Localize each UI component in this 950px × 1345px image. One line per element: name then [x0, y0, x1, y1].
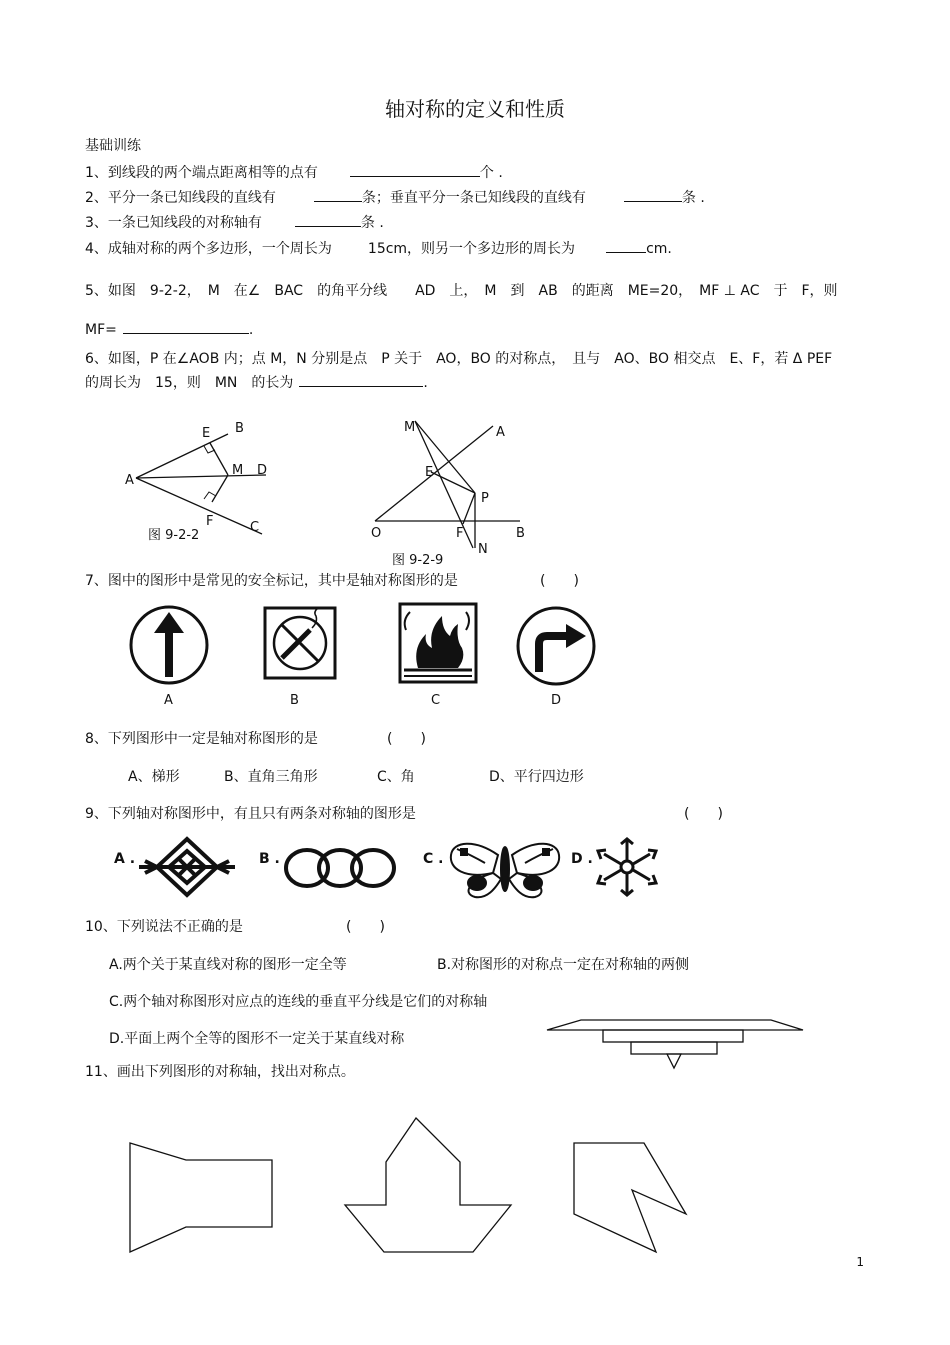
option-label: A — [164, 693, 173, 708]
option-d[interactable]: D.平面上两个全等的图形不一定关于某直线对称 — [109, 1031, 405, 1047]
page-number: 1 — [856, 1255, 864, 1269]
q2-text: 2、平分一条已知线段的直线有 — [85, 190, 276, 206]
answer-blank[interactable] — [123, 319, 249, 334]
q7-signs — [120, 600, 610, 712]
label-A: A — [496, 425, 505, 440]
question-7: 7、图中的图形中是常见的安全标记，其中是轴对称图形的是 — [85, 573, 458, 589]
question-6-line1: 6、如图，P 在∠AOB 内；点 M，N 分别是点 P 关于 AO，BO 的对称点， 且与 AO、BO 相交点 E、F，若 Δ PEF — [85, 351, 833, 367]
label-M: M — [232, 463, 244, 478]
label-B: B — [235, 421, 244, 436]
notched-shape — [574, 1143, 686, 1252]
q1-tail: 个 . — [479, 165, 503, 181]
option-c[interactable]: C.两个轴对称图形对应点的连线的垂直平分线是它们的对称轴 — [109, 994, 488, 1010]
section-heading: 基础训练 — [85, 138, 141, 154]
label-P: P — [481, 491, 489, 506]
turn-right-sign — [518, 608, 594, 684]
rings-icon — [286, 850, 394, 886]
house-shape — [345, 1118, 511, 1252]
answer-blank[interactable] — [295, 212, 361, 227]
endless-knot-icon — [139, 839, 235, 895]
question-1 — [85, 162, 503, 182]
question-5-line2 — [85, 319, 253, 339]
answer-blank[interactable] — [314, 187, 362, 202]
question-8: 8、下列图形中一定是轴对称图形的是 — [85, 731, 318, 747]
page-title: 轴对称的定义和性质 — [385, 97, 565, 121]
answer-blank[interactable] — [624, 187, 682, 202]
q11-figures — [120, 1110, 700, 1260]
q4-text: 4、成轴对称的两个多边形，一个周长为 — [85, 241, 332, 257]
answer-paren[interactable]: ( ) — [387, 731, 426, 747]
option-c[interactable]: C、角 — [377, 769, 415, 785]
answer-paren[interactable]: ( ) — [684, 806, 723, 822]
label-N: N — [478, 542, 488, 557]
q2-mid: 条；垂直平分一条已知线段的直线有 — [361, 190, 586, 206]
q9-figures — [135, 835, 675, 901]
snowflake-icon — [598, 839, 656, 895]
q3-tail: 条 . — [360, 215, 384, 231]
option-label: B — [290, 693, 299, 708]
option-label: D — [551, 693, 562, 708]
label-D: D — [257, 463, 268, 478]
figure-9-2-2 — [120, 412, 280, 547]
label-A: A — [125, 473, 134, 488]
q2-tail: 条 . — [681, 190, 705, 206]
q3-text: 3、一条已知线段的对称轴有 — [85, 215, 262, 231]
question-3 — [85, 212, 384, 232]
answer-paren[interactable]: ( ) — [540, 573, 579, 589]
label-F: F — [456, 526, 464, 541]
option-b[interactable]: B、直角三角形 — [224, 769, 318, 785]
q6-tail: . — [423, 375, 428, 391]
figure-9-2-9 — [365, 415, 535, 570]
q5-mf: MF= — [85, 322, 117, 338]
label-O: O — [371, 526, 382, 541]
option-d[interactable]: D . — [571, 851, 593, 867]
q6-text: 的周长为 15，则 MN 的长为 — [85, 375, 294, 391]
option-a[interactable]: A.两个关于某直线对称的图形一定全等 — [109, 957, 347, 973]
arrow-up-sign — [131, 607, 207, 683]
question-4 — [85, 238, 672, 258]
q4-tail: cm. — [646, 241, 672, 257]
label-B: B — [516, 526, 525, 541]
question-5-line1: 5、如图 9-2-2， M 在∠ BAC 的角平分线 AD 上， M 到 AB 的距离 ME=20， MF ⊥ AC 于 F，则 — [85, 283, 838, 299]
funnel-shape — [130, 1143, 272, 1252]
figure-caption: 图 9-2-9 — [392, 553, 444, 568]
question-2 — [85, 187, 705, 207]
answer-blank[interactable] — [350, 162, 480, 177]
label-E: E — [202, 426, 211, 441]
label-C: C — [250, 520, 260, 535]
answer-blank[interactable] — [299, 372, 423, 387]
butterfly-icon — [451, 844, 559, 898]
q1-text: 1、到线段的两个端点距离相等的点有 — [85, 165, 318, 181]
option-b[interactable]: B.对称图形的对称点一定在对称轴的两侧 — [437, 957, 690, 973]
question-11: 11、画出下列图形的对称轴，找出对称点。 — [85, 1064, 355, 1080]
label-M: M — [404, 420, 416, 435]
question-6-line2 — [85, 372, 428, 392]
q5-tail: . — [248, 322, 254, 338]
answer-paren[interactable]: ( ) — [346, 919, 385, 935]
fire-sign — [400, 604, 476, 682]
option-c[interactable]: C . — [423, 851, 444, 867]
question-9: 9、下列轴对称图形中，有且只有两条对称轴的图形是 — [85, 806, 416, 822]
q4-mid: 15cm，则另一个多边形的周长为 — [367, 241, 576, 257]
option-a[interactable]: A、梯形 — [128, 769, 180, 785]
option-a[interactable]: A . — [114, 851, 136, 867]
figure-caption: 图 9-2-2 — [148, 528, 200, 543]
option-b[interactable]: B . — [259, 851, 280, 867]
label-F: F — [206, 514, 214, 529]
no-smoking-sign — [265, 608, 335, 678]
option-d[interactable]: D、平行四边形 — [489, 769, 584, 785]
answer-blank[interactable] — [606, 238, 646, 253]
question-10: 10、下列说法不正确的是 — [85, 919, 243, 935]
option-label: C — [431, 693, 441, 708]
label-E: E — [425, 465, 434, 480]
lamp-figure — [545, 1018, 807, 1074]
